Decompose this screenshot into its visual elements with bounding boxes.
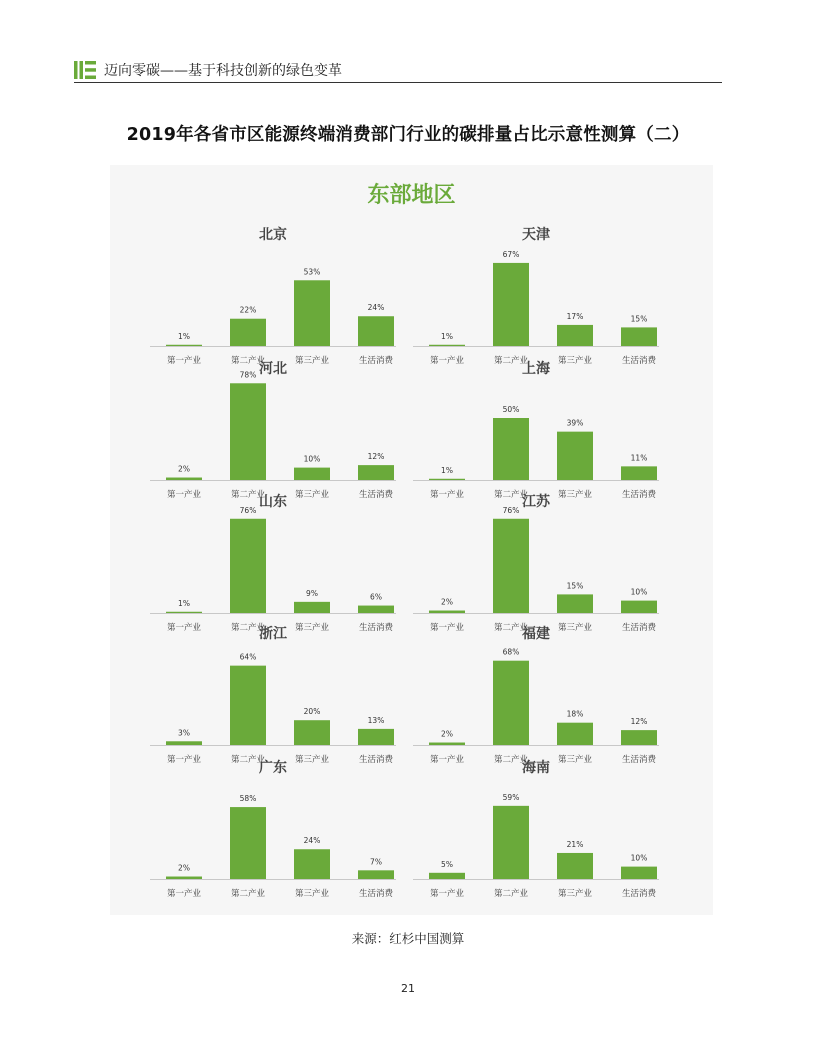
category-label: 第一产业 (166, 623, 202, 633)
bar (230, 519, 266, 613)
data-label: 20% (303, 707, 321, 717)
category-label: 生活消费 (621, 755, 657, 765)
bar (429, 611, 465, 613)
chart-title: 河北 (259, 361, 287, 377)
data-label: 12% (367, 452, 385, 462)
data-label: 24% (303, 836, 321, 846)
category-label: 第二产业 (230, 755, 266, 765)
data-label: 39% (566, 418, 584, 428)
category-label: 生活消费 (358, 356, 394, 366)
chart-panel (405, 494, 667, 638)
category-label: 生活消费 (358, 623, 394, 633)
category-label: 生活消费 (358, 755, 394, 765)
category-label: 第二产业 (493, 623, 529, 633)
chart-title: 上海 (522, 361, 550, 377)
bar (230, 319, 266, 346)
category-label: 生活消费 (621, 356, 657, 366)
category-label: 第二产业 (493, 490, 529, 500)
category-label: 第二产业 (493, 356, 529, 366)
category-label: 第三产业 (557, 623, 593, 633)
category-label: 第三产业 (294, 755, 330, 765)
category-label: 第二产业 (230, 356, 266, 366)
category-label: 第一产业 (429, 889, 465, 899)
data-label: 22% (239, 305, 257, 315)
bar-chart (405, 361, 667, 505)
bar (621, 601, 657, 613)
bar (358, 606, 394, 613)
data-label: 58% (239, 794, 257, 804)
bar (493, 519, 529, 613)
bar (230, 383, 266, 480)
chart-panel (405, 626, 667, 770)
bar (166, 877, 202, 879)
category-label: 生活消费 (621, 889, 657, 899)
bar (358, 729, 394, 745)
data-label: 1% (441, 465, 453, 475)
data-label: 6% (370, 592, 382, 602)
chart-panel (405, 760, 667, 904)
chart-panel (142, 227, 404, 371)
category-label: 第三产业 (294, 356, 330, 366)
page-header (74, 58, 722, 82)
chart-title: 福建 (522, 626, 550, 642)
bar (557, 594, 593, 613)
data-label: 10% (303, 454, 321, 464)
bar (621, 327, 657, 346)
bar (166, 741, 202, 745)
chart-panel (142, 760, 404, 904)
bar-chart (405, 760, 667, 904)
chart-title: 江苏 (522, 494, 550, 510)
category-label: 第三产业 (557, 889, 593, 899)
bar (493, 418, 529, 480)
category-label: 第二产业 (493, 755, 529, 765)
data-label: 76% (502, 505, 520, 515)
data-label: 3% (178, 728, 190, 738)
data-label: 2% (441, 729, 453, 739)
category-label: 第二产业 (493, 889, 529, 899)
document-title: 2019年各省市区能源终端消费部门行业的碳排量占比示意性测算（二） (126, 125, 690, 145)
header-text: 迈向零碳——基于科技创新的绿色变革 (104, 63, 342, 79)
category-label: 第二产业 (230, 889, 266, 899)
bar (358, 316, 394, 346)
category-label: 第一产业 (429, 623, 465, 633)
data-label: 1% (178, 331, 190, 341)
chart-panel (405, 361, 667, 505)
data-label: 2% (441, 597, 453, 607)
chart-panel (142, 361, 404, 505)
data-label: 1% (441, 331, 453, 341)
category-label: 第三产业 (557, 755, 593, 765)
bar (294, 280, 330, 346)
chart-panel (405, 227, 667, 371)
category-label: 生活消费 (358, 889, 394, 899)
bar (557, 325, 593, 346)
category-label: 生活消费 (358, 490, 394, 500)
bar (166, 345, 202, 346)
page-number: 21 (401, 982, 415, 995)
category-label: 第二产业 (230, 623, 266, 633)
bar (294, 720, 330, 745)
category-label: 第一产业 (166, 889, 202, 899)
chart-title: 天津 (522, 227, 550, 243)
bar (493, 806, 529, 879)
data-label: 15% (630, 314, 648, 324)
category-label: 生活消费 (621, 623, 657, 633)
category-label: 第一产业 (166, 755, 202, 765)
category-label: 第三产业 (294, 889, 330, 899)
chart-title: 浙江 (259, 626, 287, 642)
chart-title: 广东 (259, 760, 287, 776)
data-label: 12% (630, 717, 648, 727)
data-label: 2% (178, 464, 190, 474)
bar (429, 873, 465, 879)
data-label: 18% (566, 709, 584, 719)
region-title: 东部地区 (367, 183, 456, 208)
bar-chart (405, 626, 667, 770)
logo-icon (74, 60, 96, 80)
data-label: 17% (566, 311, 584, 321)
data-label: 24% (367, 303, 385, 313)
bar (621, 867, 657, 879)
data-label: 68% (502, 647, 520, 657)
category-label: 生活消费 (621, 490, 657, 500)
data-label: 78% (239, 370, 257, 380)
data-label: 50% (502, 405, 520, 414)
bar (621, 730, 657, 745)
category-label: 第二产业 (230, 490, 266, 500)
bar (557, 432, 593, 480)
chart-title: 北京 (259, 227, 287, 243)
bar (294, 468, 330, 480)
chart-title: 海南 (522, 760, 550, 776)
bar (493, 263, 529, 346)
bar (230, 666, 266, 745)
data-label: 10% (630, 853, 648, 863)
bar (429, 345, 465, 346)
chart-panel (142, 494, 404, 638)
bar (358, 870, 394, 879)
data-label: 2% (178, 863, 190, 873)
chart-panel (142, 626, 404, 770)
data-label: 9% (306, 588, 318, 598)
bar-chart (405, 227, 667, 371)
category-label: 第三产业 (557, 490, 593, 500)
data-label: 67% (502, 249, 520, 259)
category-label: 第三产业 (294, 490, 330, 500)
bar (557, 723, 593, 745)
data-label: 76% (239, 505, 257, 515)
category-label: 第一产业 (429, 490, 465, 500)
category-label: 第三产业 (557, 356, 593, 366)
chart-title: 山东 (259, 494, 287, 510)
bar (358, 465, 394, 480)
bar (621, 466, 657, 480)
data-label: 21% (566, 839, 584, 849)
bar (294, 849, 330, 879)
bar-chart (142, 494, 404, 638)
bar-chart (142, 760, 404, 904)
bar-chart (142, 626, 404, 770)
data-label: 1% (178, 598, 190, 608)
data-label: 15% (566, 581, 584, 591)
bar (429, 479, 465, 480)
bar-chart (142, 361, 404, 505)
data-label: 64% (239, 652, 257, 662)
category-label: 第一产业 (166, 490, 202, 500)
source-note: 来源：红杉中国测算 (351, 931, 465, 946)
bar (429, 743, 465, 745)
bar-chart (405, 494, 667, 638)
data-label: 59% (502, 792, 520, 802)
bar (230, 807, 266, 879)
data-label: 7% (370, 857, 382, 867)
bar (166, 478, 202, 480)
header-rule (74, 82, 722, 83)
data-label: 53% (303, 267, 321, 277)
category-label: 第三产业 (294, 623, 330, 633)
bar (493, 661, 529, 745)
data-label: 13% (367, 715, 385, 725)
category-label: 第一产业 (429, 755, 465, 765)
data-label: 5% (441, 859, 453, 869)
data-label: 11% (630, 453, 648, 463)
data-label: 10% (630, 587, 648, 597)
bar (294, 602, 330, 613)
bar (557, 853, 593, 879)
bar-chart (142, 227, 404, 371)
category-label: 第一产业 (429, 356, 465, 366)
category-label: 第一产业 (166, 356, 202, 366)
bar (166, 612, 202, 613)
